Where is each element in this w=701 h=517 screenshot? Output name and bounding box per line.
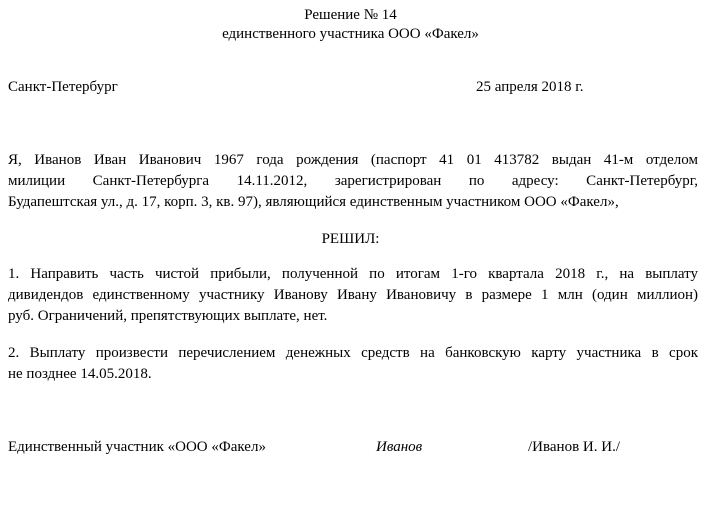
signature-text: Иванов (376, 439, 423, 455)
document-subheading: единственного участника ООО «Факел» (222, 26, 479, 42)
document-heading: Решение № 14 (304, 7, 397, 23)
item1-line: 1. Направить часть чистой прибыли, полученной по итогам 1-го квартала 2018 г., на выплату (8, 266, 698, 282)
preamble-line: милиции Санкт-Петербурга 14.11.2012, зарегистрирован по адресу: Санкт-Петербург, (8, 173, 698, 189)
item2-line: 2. Выплату произвести перечислением денежных средств на банковскую карту участника в срок (8, 345, 698, 361)
document-city: Санкт-Петербург (8, 79, 118, 95)
decided-heading: РЕШИЛ: (321, 231, 380, 247)
preamble-line: Будапештская ул., д. 17, корп. 3, кв. 97), являющийся единственным участником ООО «Факел», (8, 194, 619, 210)
signature-name: /Иванов И. И./ (528, 439, 620, 455)
item2-line: не позднее 14.05.2018. (8, 366, 152, 382)
signature-role: Единственный участник «ООО «Факел» (8, 439, 266, 455)
item1-line: руб. Ограничений, препятствующих выплате, нет. (8, 308, 328, 324)
preamble-line: Я, Иванов Иван Иванович 1967 года рождения (паспорт 41 01 413782 выдан 41-м отделом (8, 152, 698, 168)
document-date: 25 апреля 2018 г. (476, 79, 584, 95)
item1-line: дивидендов единственному участнику Иванову Ивану Ивановичу в размере 1 млн (один миллион) (8, 287, 698, 303)
